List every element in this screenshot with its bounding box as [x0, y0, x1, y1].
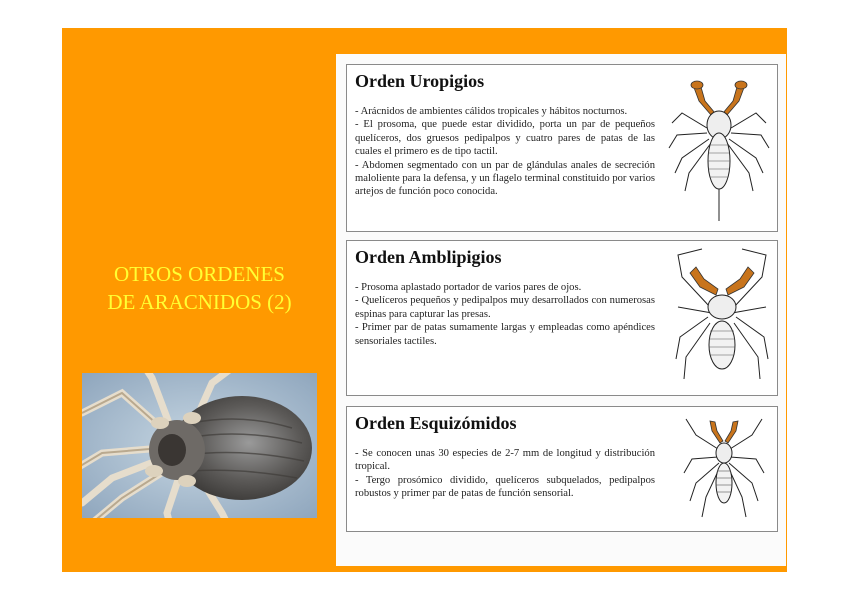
paragraph: - Prosoma aplastado portador de varios pares de ojos.	[355, 282, 582, 293]
paragraph: - Se conocen unas 30 especies de 2-7 mm de longitud y distribución tropical.	[355, 448, 655, 473]
paragraph: - Quelíceros pequeños y pedipalpos muy desarrollados con numerosas espinas para capturar las presas.	[355, 295, 655, 320]
paragraph: - Abdomen segmentado con un par de glándulas anales de secreción maloliente para la defensa, y un flagelo terminal constituido por varios artejos de función poco conocida.	[355, 159, 655, 198]
section-text	[355, 281, 655, 348]
uropigio-illustration	[667, 73, 771, 223]
section-esquizomidos	[346, 406, 778, 532]
paragraph: - El prosoma, que puede estar dividido, porta un par de pequeños quelíceros, dos gruesos pedipalpos y cuatro pares de patas de las cuales el primero es de tipo tactil.	[355, 119, 655, 158]
section-heading: Orden Amblipigios	[355, 247, 502, 267]
slide-title	[62, 260, 337, 316]
section-amblipigios	[346, 240, 778, 396]
paragraph: - Tergo prosómico dividido, quelíceros subquelados, pedipalpos robustos y primer par de patas de función sensorial.	[355, 474, 655, 500]
title-line-1: OTROS ORDENES	[114, 262, 285, 286]
amblipigio-illustration	[672, 247, 772, 389]
section-text	[355, 447, 655, 501]
section-heading: Orden Esquizómidos	[355, 413, 517, 433]
paragraph: - Arácnidos de ambientes cálidos tropicales y hábitos nocturnos.	[355, 106, 628, 117]
slide	[62, 28, 787, 572]
orders-panel	[336, 54, 786, 566]
paragraph: - Primer par de patas sumamente largas y empleadas como apéndices sensoriales tactiles.	[355, 322, 655, 347]
section-uropigios	[346, 64, 778, 232]
section-text	[355, 105, 655, 199]
arachnid-photo	[82, 373, 317, 518]
title-line-2: DE ARACNIDOS (2)	[107, 290, 292, 314]
section-heading: Orden Uropigios	[355, 71, 485, 91]
esquizomido-illustration	[682, 413, 767, 527]
